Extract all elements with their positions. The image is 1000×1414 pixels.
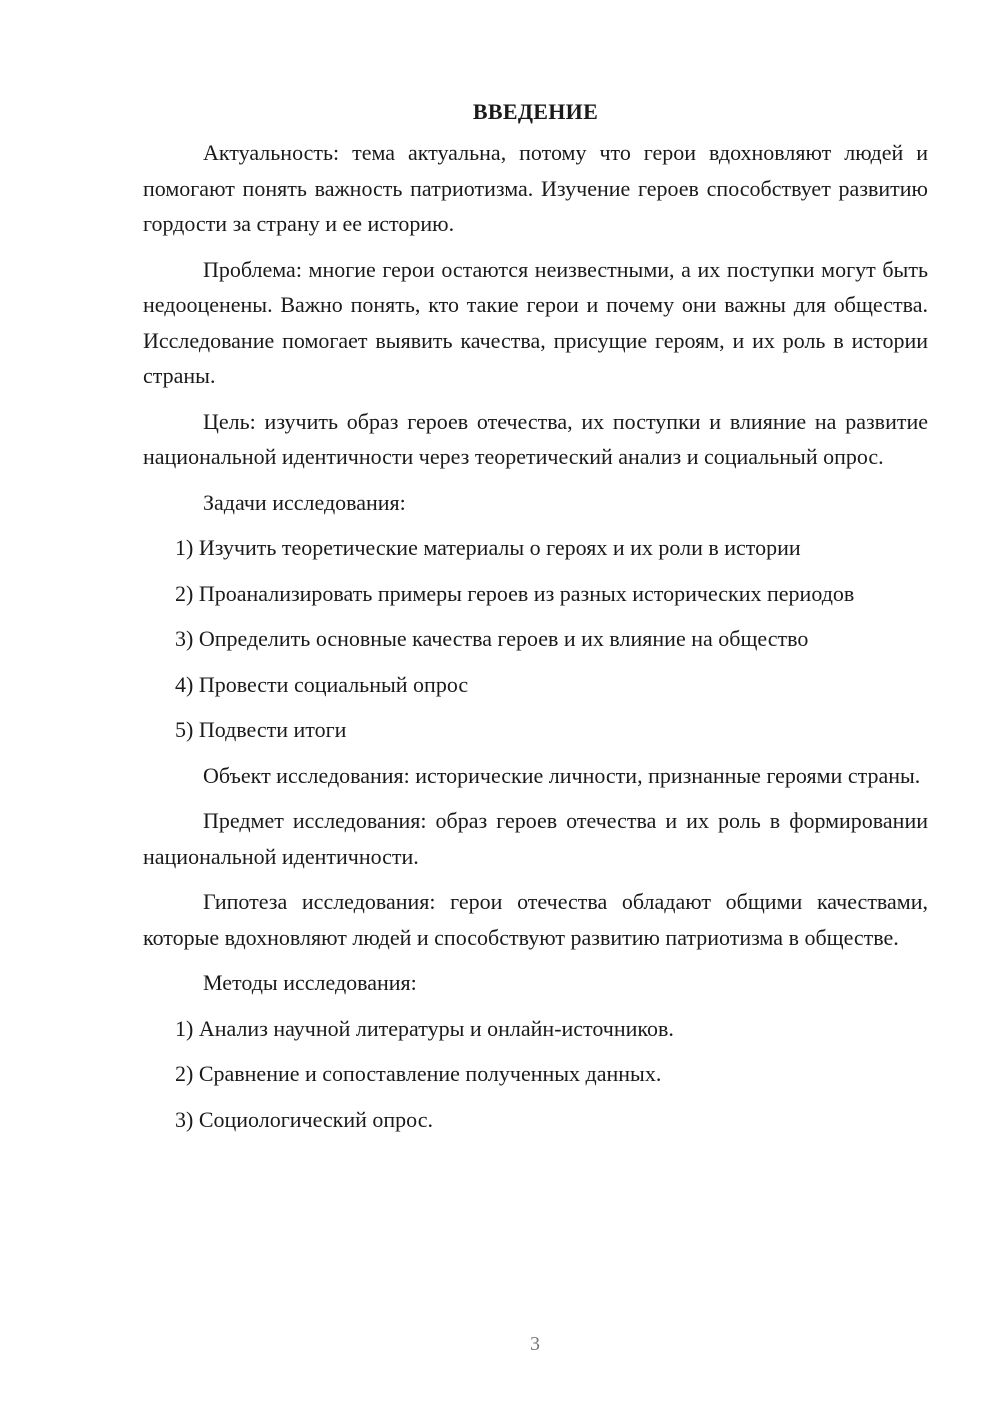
relevance-paragraph: Актуальность: тема актуальна, потому что герои вдохновляют людей и помогают понять важность патриотизма. Изучение героев способствует развитию гордости за страну и ее историю. [143, 140, 928, 236]
hypothesis-paragraph: Гипотеза исследования: герои отечества обладают общими качествами, которые вдохновляют людей и способствуют развитию патриотизма в обществе. [143, 889, 928, 950]
methods-heading: Методы исследования: [203, 970, 417, 995]
method-item: 2) Сравнение и сопоставление полученных данных. [175, 1061, 662, 1086]
task-item: 5) Подвести итоги [175, 717, 347, 742]
method-item: 3) Социологический опрос. [175, 1106, 433, 1132]
page-number: 3 [530, 1333, 540, 1355]
object-paragraph: Объект исследования: исторические личности, признанные героями страны. [203, 762, 921, 788]
task-item: 3) Определить основные качества героев и их влияние на общество [175, 626, 809, 651]
section-title: ВВЕДЕНИЕ [472, 99, 599, 124]
task-item: 2) Проанализировать примеры героев из разных исторических периодов [175, 580, 855, 606]
task-item: 1) Изучить теоретические материалы о героях и их роли в истории [175, 535, 801, 560]
task-item: 4) Провести социальный опрос [175, 671, 469, 697]
method-item: 1) Анализ научной литературы и онлайн-источников. [175, 1015, 674, 1041]
document-page [143, 95, 928, 1147]
subject-paragraph: Предмет исследования: образ героев отечества и их роль в формировании национальной идентичности. [143, 808, 928, 869]
goal-paragraph: Цель: изучить образ героев отечества, их поступки и влияние на развитие национальной идентичности через теоретический анализ и социальный опрос. [143, 408, 928, 469]
problem-paragraph: Проблема: многие герои остаются неизвестными, а их поступки могут быть недооценены. Важно понять, кто такие герои и почему они важны для общества. Исследование помогает выявить качества, присущие героям, и их роль в истории страны. [143, 256, 928, 388]
tasks-heading: Задачи исследования: [203, 489, 406, 515]
